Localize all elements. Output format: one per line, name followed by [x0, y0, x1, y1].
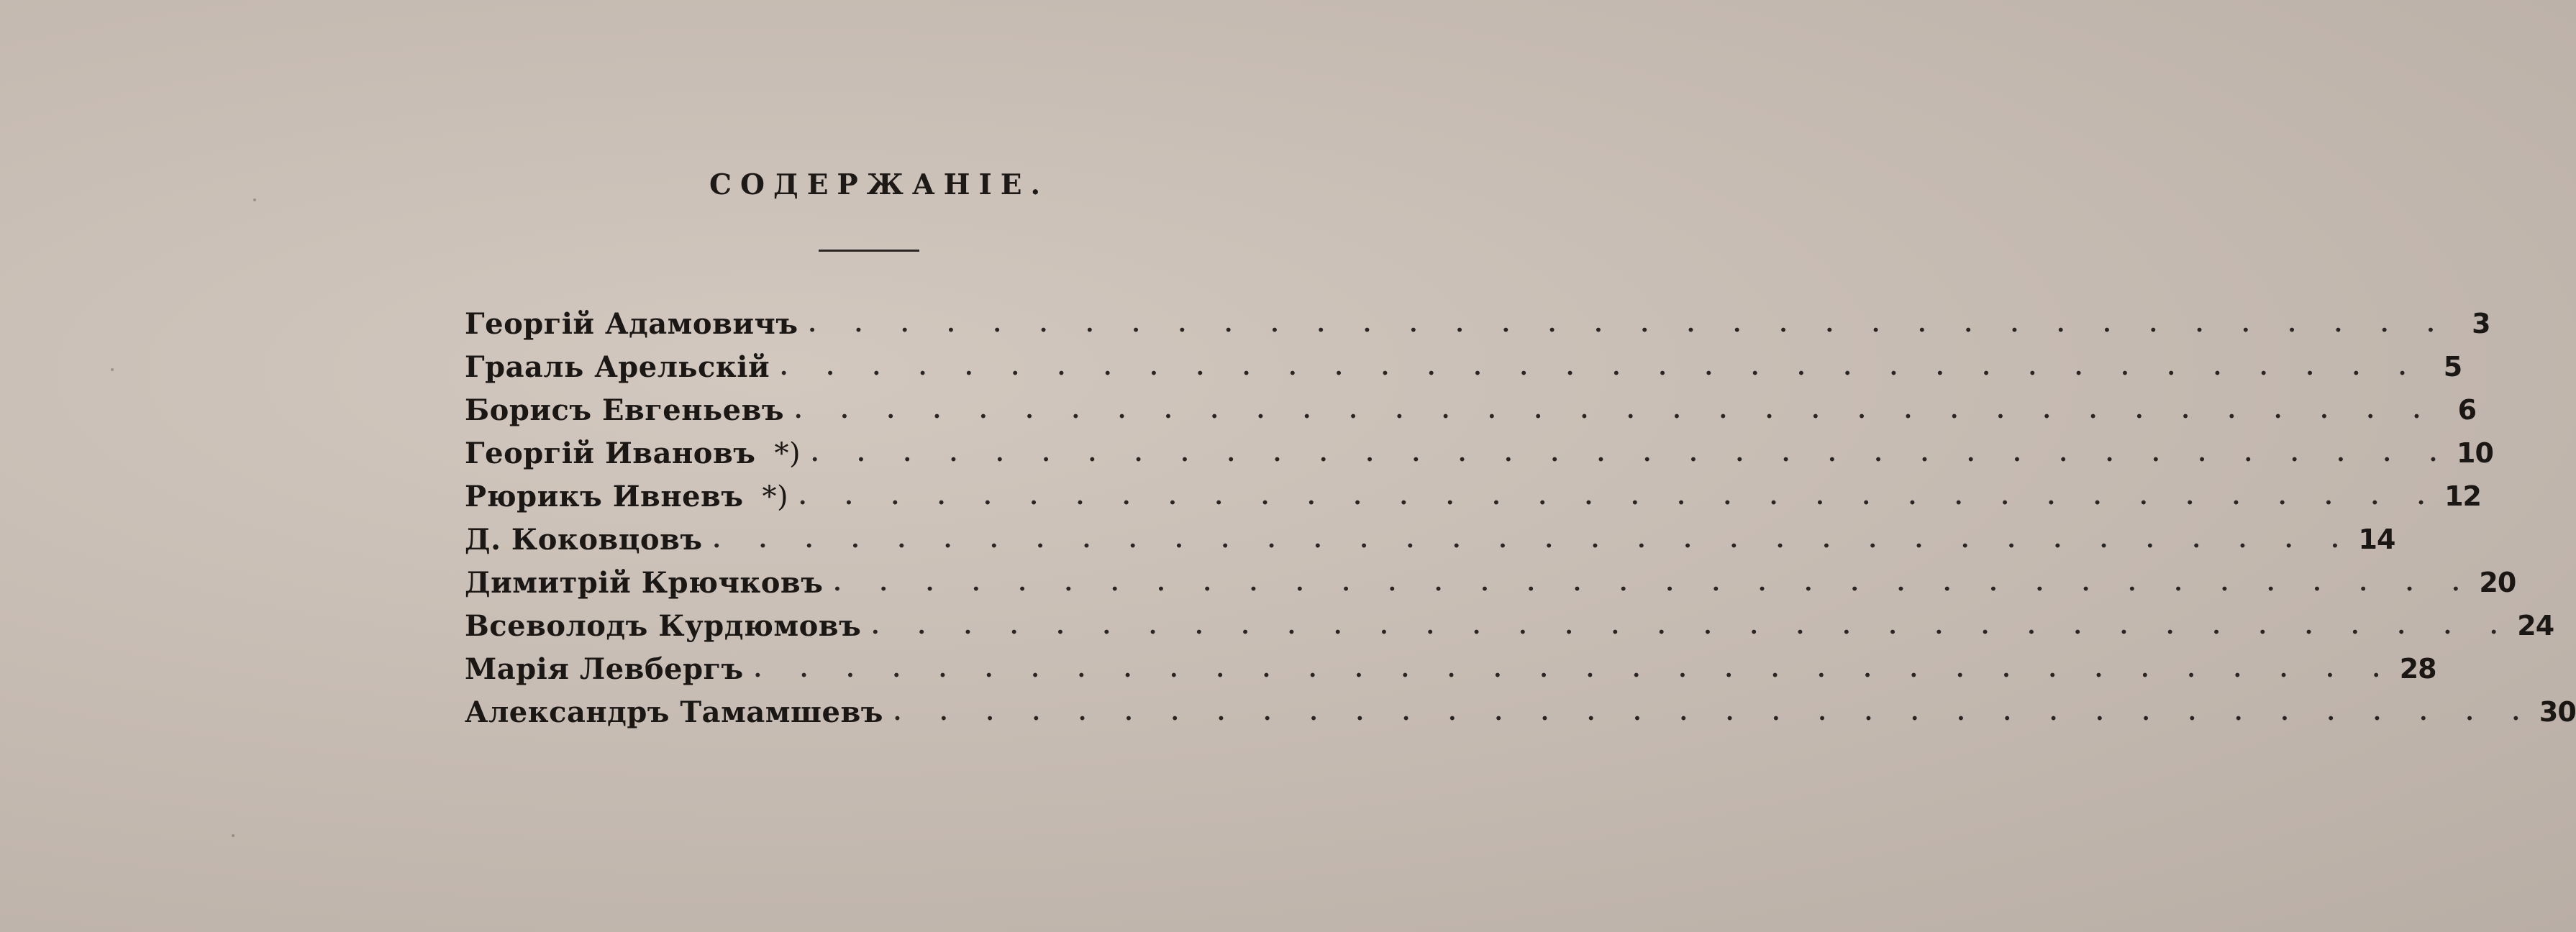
toc-entry: [465, 475, 2481, 518]
toc-author-name: Д. Коковцовъ: [465, 522, 703, 557]
toc-author: [465, 350, 770, 384]
toc-page-number: 20: [2479, 567, 2516, 598]
footnote-marker: *): [762, 480, 789, 513]
toc-author: [465, 652, 744, 686]
dot-leader: . . . . . . . . . . . . . . . . . . . . . . . . . . . . . . . . . . . .: [753, 655, 2395, 682]
toc-author: [465, 523, 703, 557]
dot-leader: . . . . . . . . . . . . . . . . . . . . . . . . . . . . . . . . . . . .: [780, 353, 2422, 380]
toc-author-name: Марія Левбергъ: [465, 652, 744, 686]
toc-page-number: 3: [2472, 308, 2490, 339]
toc-page-number: 5: [2443, 351, 2462, 383]
dot-leader: . . . . . . . . . . . . . . . . . . . . . . . . . . . . . . . . . . . .: [798, 483, 2441, 510]
toc-author-name: Всеволодъ Курдюмовъ: [465, 608, 862, 643]
toc-author-name: Борисъ Евгеньевъ: [465, 393, 785, 427]
dot-leader: . . . . . . . . . . . . . . . . . . . . . . . . . . . . . . . . . . . .: [893, 698, 2535, 726]
toc-page-number: 6: [2457, 394, 2477, 426]
toc-page-number: 30: [2539, 696, 2576, 728]
paper-speck: [111, 368, 114, 371]
toc-author: [465, 437, 801, 470]
toc-page-number: 28: [2399, 653, 2436, 685]
dot-leader: . . . . . . . . . . . . . . . . . . . . . . . . . . . . . . . . . . . .: [811, 439, 2453, 467]
page-title: СОДЕРЖАНІЕ.: [709, 168, 1050, 201]
footnote-marker: *): [774, 437, 801, 470]
dot-leader: . . . . . . . . . . . . . . . . . . . . . . . . . . . . . . . . . . . .: [871, 612, 2513, 639]
toc-author-name: Димитрій Крючковъ: [465, 565, 824, 600]
title-divider: [819, 250, 919, 252]
toc-entry: [465, 345, 2462, 388]
paper-speck: [253, 198, 256, 201]
toc-entry: [465, 388, 2477, 431]
toc-author-name: Грааль Арельскій: [465, 350, 770, 384]
toc-author: [465, 480, 788, 513]
toc-author: [465, 695, 883, 729]
toc-entry: [465, 431, 2493, 475]
dot-leader: . . . . . . . . . . . . . . . . . . . . . . . . . . . . . . . . . . . .: [833, 569, 2475, 596]
toc-entry: [465, 690, 2576, 734]
toc-entry: [465, 604, 2554, 647]
dot-leader: . . . . . . . . . . . . . . . . . . . . . . . . . . . . . . . . . . . .: [794, 396, 2436, 424]
dot-leader: . . . . . . . . . . . . . . . . . . . . . . . . . . . . . . . . . . . .: [808, 310, 2450, 337]
table-of-contents: [465, 302, 2576, 734]
toc-page-number: 14: [2358, 524, 2395, 555]
toc-entry: [465, 647, 2436, 690]
toc-author-name: Рюрикъ Ивневъ: [465, 479, 744, 513]
toc-author: [465, 393, 784, 427]
toc-entry: [465, 561, 2516, 604]
toc-author: [465, 566, 823, 600]
toc-entry: [465, 518, 2395, 561]
paper-speck: [232, 834, 235, 837]
toc-entry: [465, 302, 2490, 345]
toc-page-number: 24: [2517, 610, 2554, 641]
dot-leader: . . . . . . . . . . . . . . . . . . . . . . . . . . . . . . . . . . . .: [712, 526, 2354, 553]
toc-page-number: 12: [2444, 480, 2481, 512]
toc-page-number: 10: [2457, 437, 2493, 469]
toc-author: [465, 609, 861, 643]
toc-author-name: Александръ Тамамшевъ: [465, 695, 883, 729]
toc-author-name: Георгій Ивановъ: [465, 436, 756, 470]
toc-author-name: Георгій Адамовичъ: [465, 306, 798, 341]
toc-author: [465, 307, 798, 341]
